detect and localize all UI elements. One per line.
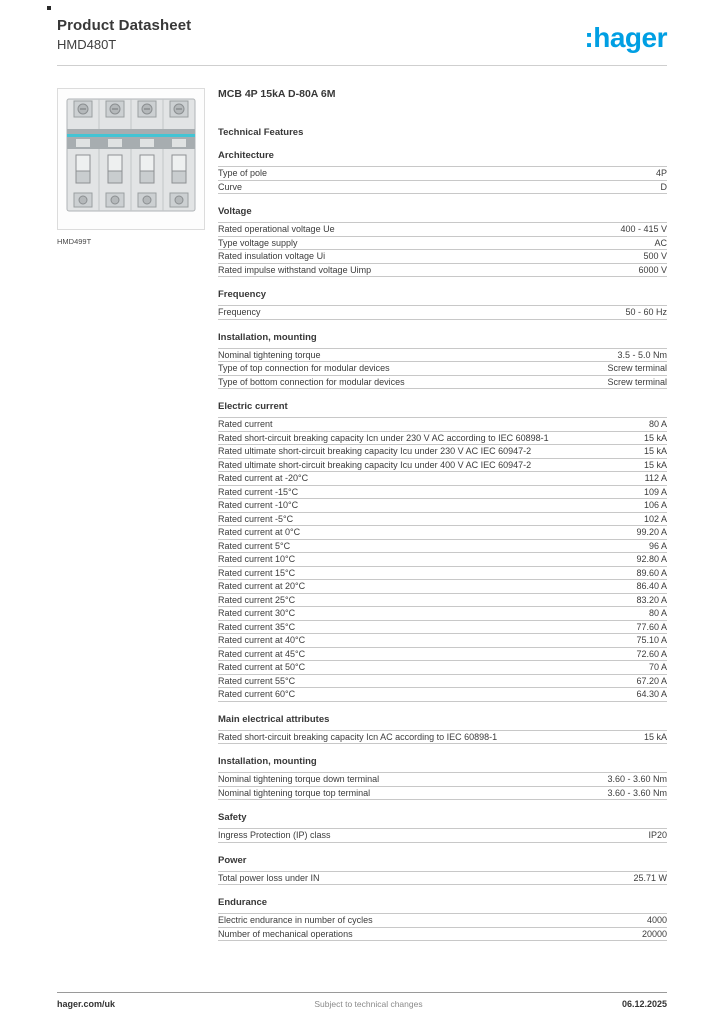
section-heading: Installation, mounting [218,756,317,767]
spec-value: 80 A [648,608,667,619]
spec-value: 3.60 - 3.60 Nm [607,774,667,785]
spec-row [218,872,667,886]
spec-value: 112 A [644,473,667,484]
section-heading: Installation, mounting [218,331,317,343]
section-heading: Main electrical attributes [218,713,330,725]
spec-row [218,928,667,942]
spec-row [218,787,667,801]
spec-row [218,621,667,635]
page-title: Product Datasheet [57,17,192,34]
spec-value: 75.10 A [636,635,667,646]
spec-value: 3.60 - 3.60 Nm [607,787,667,798]
spec-row [218,418,667,432]
spec-value: 15 kA [643,731,667,742]
spec-label: Number of mechanical operations [218,928,353,939]
spec-value: 102 A [643,513,667,524]
spec-label: Rated current 5°C [218,540,291,551]
section-rows [218,166,667,194]
spec-row [218,675,667,689]
spec-row [218,472,667,486]
spec-label: Rated short-circuit breaking capacity Icn AC according to IEC 60898-1 [218,731,498,742]
section-heading: Architecture [218,150,274,161]
spec-value: 106 A [643,500,667,511]
product-image-column [57,88,205,941]
spec-label: Rated current at 40°C [218,635,306,646]
spec-value: 77.60 A [636,621,667,632]
spec-section [218,810,667,843]
section-heading: Frequency [218,289,267,300]
spec-value: 4P [655,168,667,179]
spec-label: Rated impulse withstand voltage Uimp [218,264,372,275]
spec-value: 89.60 A [636,567,667,578]
spec-section [218,204,667,277]
section-heading: Electric current [218,401,288,412]
spec-label: Rated operational voltage Ue [218,224,335,235]
spec-value: 6000 V [638,264,667,275]
spec-value: 15 kA [643,446,667,457]
section-rows [218,730,667,745]
spec-label: Rated current 25°C [218,594,296,605]
spec-row [218,914,667,928]
spec-label: Rated current 10°C [218,554,296,565]
spec-value: 20000 [641,928,667,939]
product-reference: HMD480T [57,37,117,52]
spec-section [218,330,667,390]
spec-label: Rated short-circuit breaking capacity Icn under 230 V AC according to IEC 60898-1 [218,432,549,443]
spec-row [218,661,667,675]
spec-label: Rated current at 20°C [218,581,306,592]
spec-label: Ingress Protection (IP) class [218,830,331,841]
spec-value: IP20 [648,830,667,841]
spec-value: 92.80 A [636,554,667,565]
spec-label: Type of pole [218,168,268,179]
spec-row [218,607,667,621]
spec-label: Rated current at 45°C [218,648,306,659]
spec-row [218,526,667,540]
spec-row [218,829,667,843]
page-header [0,0,724,52]
spec-label: Rated current 55°C [218,675,296,686]
spec-section [218,399,667,702]
spec-label: Rated current 15°C [218,567,296,578]
print-corner-mark [47,6,51,10]
spec-sections [218,148,667,941]
spec-label: Nominal tightening torque top terminal [218,787,371,798]
spec-label: Rated current [218,419,273,430]
spec-row [218,250,667,264]
spec-column [218,88,667,941]
spec-row [218,731,667,745]
footer-website: hager.com/uk [57,999,116,1009]
spec-label: Rated current 30°C [218,608,296,619]
spec-row [218,237,667,251]
section-rows [218,913,667,941]
product-image-caption: HMD499T [57,237,92,246]
section-heading: Voltage [218,206,252,217]
spec-section [218,895,667,941]
spec-row [218,264,667,278]
spec-value: 80 A [648,419,667,430]
spec-section [218,853,667,886]
spec-row [218,432,667,446]
spec-value: 25.71 W [633,872,667,883]
spec-value: 64.30 A [636,689,667,700]
spec-value: 109 A [643,486,667,497]
spec-row [218,376,667,390]
spec-section [218,754,667,800]
spec-value: 86.40 A [636,581,667,592]
spec-value: 3.5 - 5.0 Nm [617,349,667,360]
spec-value: 400 - 415 V [620,224,667,235]
spec-label: Nominal tightening torque [218,349,321,360]
section-rows [218,417,667,702]
spec-label: Rated current at 0°C [218,527,301,538]
spec-row [218,648,667,662]
spec-value: 70 A [648,662,667,673]
spec-label: Type voltage supply [218,237,298,248]
spec-row [218,486,667,500]
spec-row [218,594,667,608]
technical-features-heading: Technical Features [218,127,304,138]
section-heading: Safety [218,812,247,823]
main-content [0,66,724,941]
spec-label: Rated current at -20°C [218,473,309,484]
spec-row [218,459,667,473]
section-heading: Endurance [218,897,268,908]
spec-row [218,167,667,181]
spec-value: 4000 [646,915,667,926]
spec-row [218,181,667,195]
spec-label: Curve [218,181,243,192]
spec-row [218,688,667,702]
spec-label: Type of top connection for modular devices [218,363,390,374]
spec-value: 15 kA [643,459,667,470]
spec-row [218,349,667,363]
section-rows [218,772,667,800]
hager-logo: :hager [584,22,667,53]
spec-row [218,513,667,527]
spec-value: 50 - 60 Hz [625,307,667,318]
page-footer [57,992,667,1009]
header-titles [57,17,191,52]
spec-row [218,445,667,459]
spec-value: D [660,181,667,192]
spec-section [218,148,667,194]
section-rows [218,828,667,843]
section-heading: Power [218,854,247,866]
spec-value: AC [654,237,667,248]
footer-note: Subject to technical changes [314,999,423,1009]
spec-label: Frequency [218,307,261,318]
spec-row [218,362,667,376]
spec-row [218,773,667,787]
spec-row [218,553,667,567]
spec-value: 500 V [643,251,667,262]
spec-row [218,223,667,237]
spec-label: Rated current -5°C [218,513,294,524]
spec-label: Rated current at 50°C [218,662,306,673]
spec-row [218,567,667,581]
spec-value: 99.20 A [636,527,667,538]
spec-label: Type of bottom connection for modular devices [218,376,405,387]
spec-section [218,287,667,320]
spec-label: Rated current 35°C [218,621,296,632]
spec-label: Rated ultimate short-circuit breaking capacity Icu under 230 V AC IEC 60947-2 [218,446,532,457]
section-rows [218,348,667,390]
spec-row [218,634,667,648]
mcb-product-image [58,89,204,229]
spec-value: 96 A [648,540,667,551]
spec-label: Rated insulation voltage Ui [218,251,326,262]
spec-value: 83.20 A [636,594,667,605]
footer-date: 06.12.2025 [621,999,667,1009]
spec-label: Rated current -10°C [218,500,299,511]
spec-value: 72.60 A [636,648,667,659]
spec-value: Screw terminal [607,363,667,374]
spec-label: Rated current -15°C [218,486,299,497]
spec-label: Total power loss under IN [218,872,320,883]
spec-section [218,712,667,745]
section-rows [218,222,667,277]
product-image-frame [57,88,205,230]
spec-value: 67.20 A [636,675,667,686]
spec-value: 15 kA [643,432,667,443]
spec-row [218,306,667,320]
spec-label: Rated ultimate short-circuit breaking capacity Icu under 400 V AC IEC 60947-2 [218,459,532,470]
spec-label: Electric endurance in number of cycles [218,915,373,926]
spec-row [218,499,667,513]
spec-value: Screw terminal [607,376,667,387]
spec-label: Nominal tightening torque down terminal [218,774,380,785]
spec-row [218,540,667,554]
product-name: MCB 4P 15kA D-80A 6M [218,88,336,100]
spec-row [218,580,667,594]
section-rows [218,305,667,320]
spec-label: Rated current 60°C [218,689,296,700]
section-rows [218,871,667,886]
